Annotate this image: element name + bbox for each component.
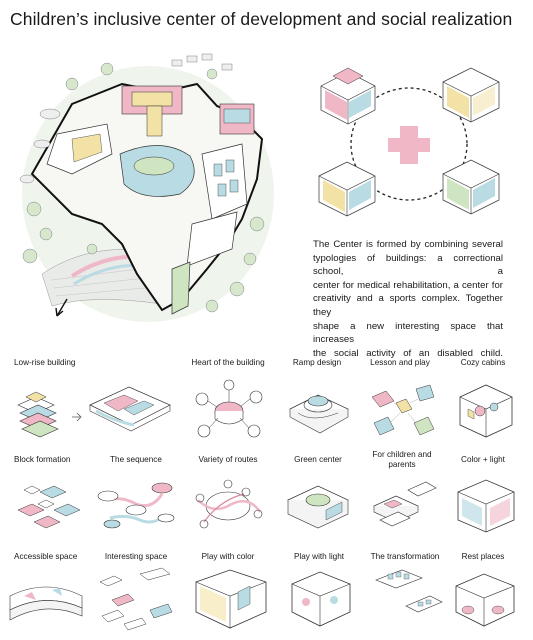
diagram-label-ramp-design: Ramp design <box>292 358 342 367</box>
description-line: center for medical rehabilitation, a center for <box>313 279 503 291</box>
diagram-interesting-space <box>94 566 178 634</box>
diagram-the-transformation <box>366 566 446 634</box>
diagram-lesson-and-play <box>366 375 438 445</box>
diagram-label-rest-places: Rest places <box>461 552 505 561</box>
diagram-label-accessible-space: Accessible space <box>14 552 78 561</box>
diagram-label-cozy-cabins: Cozy cabins <box>460 358 506 367</box>
diagram-play-with-color <box>190 566 270 634</box>
diagram-heart-of-the-building <box>190 375 268 445</box>
diagram-the-sequence <box>96 470 178 540</box>
diagram-play-with-light <box>284 566 358 634</box>
diagram-label-block-formation: Block formation <box>14 455 71 464</box>
diagram-label-the-transformation: The transformation <box>370 552 440 561</box>
diagram-label-variety-of-routes: Variety of routes <box>198 455 258 464</box>
description-line: typologies of buildings: a correctional school, a <box>313 252 503 278</box>
main-axonometric-plan <box>12 44 274 326</box>
page-title: Children’s inclusive center of development and social realization <box>10 9 513 29</box>
diagram-label-play-with-light: Play with light <box>293 552 345 561</box>
diagram-label-green-center: Green center <box>294 455 342 464</box>
building-typology-combination-diagram <box>303 46 515 236</box>
description-line: The Center is formed by combining several <box>313 239 503 250</box>
diagram-green-center <box>282 470 354 540</box>
diagram-ramp-design <box>282 375 354 445</box>
diagram-label-lesson-and-play: Lesson and play <box>370 358 430 367</box>
diagram-cozy-cabins <box>448 375 522 445</box>
diagram-label-the-sequence: The sequence <box>110 455 162 464</box>
project-description <box>313 238 503 360</box>
description-line: shape a new interesting space that increases <box>313 320 503 346</box>
description-line: the social activity of an disabled child. <box>313 347 503 359</box>
diagram-block-formation <box>10 470 86 540</box>
diagram-label-color-light: Color + light <box>461 455 505 464</box>
diagram-label-low-rise-building: Low-rise building <box>14 358 76 367</box>
diagram-label-interesting-space: Interesting space <box>104 552 168 561</box>
diagram-label-play-with-color: Play with color <box>201 552 255 561</box>
diagram-rest-places <box>448 566 522 634</box>
diagram-variety-of-routes <box>190 470 268 540</box>
diagram-low-rise-building <box>14 375 174 445</box>
diagram-color-light <box>448 470 522 540</box>
diagram-accessible-space <box>6 566 86 634</box>
diagram-for-children-and-parents <box>368 470 440 540</box>
diagram-label-for-children-and-parents: For children and parents <box>372 450 432 469</box>
diagram-label-heart-of-the-building: Heart of the building <box>191 358 265 367</box>
description-line: creativity and a sports complex. Together they <box>313 293 503 318</box>
